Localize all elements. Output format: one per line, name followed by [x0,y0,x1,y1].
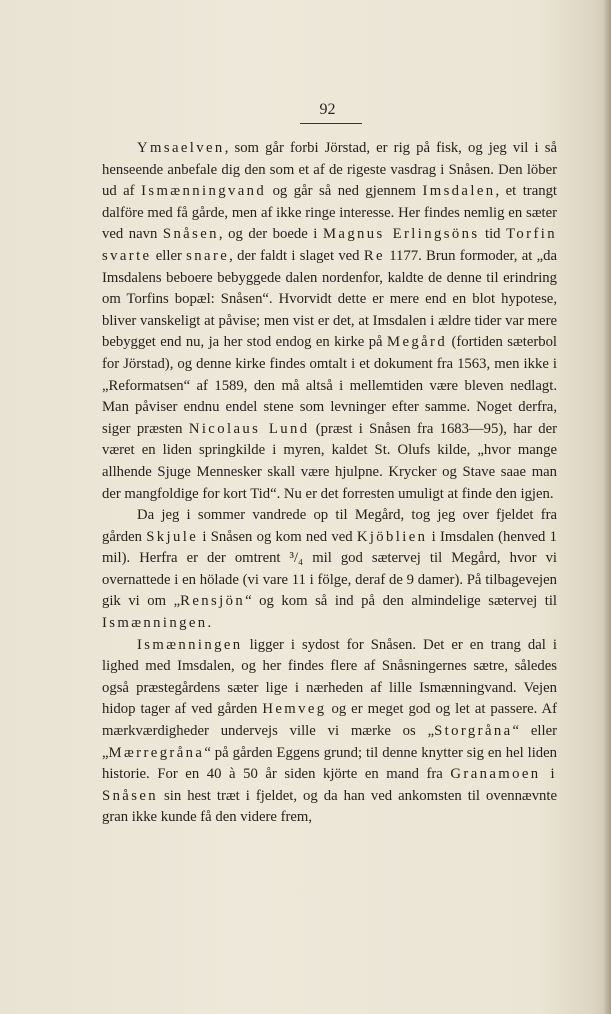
spaced-name: Ismænningen [137,636,243,653]
spaced-name: Ismænningvand [141,183,267,200]
spaced-name: Snåsen [162,226,219,243]
text-run: “ på gården Eggens grund; til denne knytter sig en hel liden historie. For en 40 à 50 år siden kjörte en mand fra [102,744,557,783]
spaced-name: Mærregråna [108,744,205,761]
text-run: tid [479,226,507,243]
spaced-name: Nicolaus Lund [188,420,310,437]
spaced-name: Imsdalen [422,183,496,200]
text-run: Da jeg i sommer vandrede op til Megård, tog jeg over fjeldet fra gården [102,507,557,545]
body-text [102,138,557,829]
spaced-name: Re [363,247,385,264]
spaced-name: Rensjön [180,593,246,610]
paragraph [102,635,557,829]
spaced-name: Ismænningen [102,615,208,632]
text-run: “ og kom så ind på den almindelige sætervej til [245,593,557,610]
spaced-name: Skjule [146,528,199,545]
text-run: 1177. Brun formoder, at „da Imsdalens beboere bebyggede dalen nordenfor, kaldte de denne til erindring om Torfins bopæl: Snåsen“. Hvorvidt dette er mere end en blot hypotese, bliver vanskeligt at påvise; men vist er det, at Imsdalen i ældre tider var mere bebygget end nu, ja her stod endog en kirke på [102,247,558,351]
text-run: , som går forbi Jörstad, er rig på fisk, og jeg vil i så henseende anbefale dig den som et af de rigeste vasdrag i Snåsen. Den löber ud af [102,140,557,200]
page-number: 92 [319,101,336,118]
text-run: i Imsdalen (henved 1 mil). Herfra er der omtrent ³/₄ mil god sætervej til Megård, hvor vi overnattede i en hölade (vi vare 11 i fölge, deraf de 9 damer). På tilbagevejen gik vi om „ [102,528,557,610]
spaced-name: snare [186,247,230,264]
text-run: eller [151,247,187,264]
paragraph [102,505,557,635]
text-run: ligger i sydost for Snåsen. Det er en trang dal i lighed med Imsdalen, og her findes flere af Snåsningernes sætre, således også præstegårdens sæter lige i nærheden af lille Ismænningvand. Vejen hidop tager af ved gården [102,636,557,718]
spaced-name: Hemveg [262,701,327,718]
page-edge-shadow [603,0,611,1014]
spaced-name: Granamoen i Snåsen [102,766,558,804]
spaced-name: Magnus Erlingsöns [322,226,480,243]
text-run: og går så ned gjennem [266,183,423,200]
page-number-rule [300,123,362,124]
text-run: “ eller „ [102,723,557,761]
spaced-name: Torfin svarte [102,226,557,264]
text-run: sin hest træt i fjeldet, og da han ved ankomsten til ovennævnte gran ikke kunde få den videre frem, [102,787,557,826]
text-run: i Snåsen og kom ned ved [198,528,357,545]
text-run: (præst i Snåsen fra 1683—95), har der været en liden springkilde i myren, kaldet St. Olufs kilde, „hvor mange allhende Sjuge Mennesker skall være hjulpne. Krycker og Stave saae man der mangfoldige for kort Tid“. Nu er det forresten umuligt at finde den igjen. [102,420,558,502]
text-run: og er meget god og let at passere. Af mærkværdigheder undervejs ville vi mærke os „ [102,701,557,740]
paragraph [102,138,557,505]
text-run: , der faldt i slaget ved [229,247,364,264]
spaced-name: Storgråna [434,723,513,740]
spaced-name: Ymsaelven [137,140,225,156]
text-run: . [207,615,212,632]
text-run: , et trangt dalföre med få gårde, men af ikke ringe interesse. Her findes nemlig en sæter ved navn [102,183,557,243]
text-run: , og der boede i [218,226,323,243]
spaced-name: Megård [386,334,448,351]
text-run: (fortiden sæterbol for Jörstad), og denne kirke findes omtalt i et dokument fra 1563, men ikke i „Reformatsen“ af 1589, den må altså i mellemtiden være bleven nedlagt. Man påviser endnu endel stene som levninger efter samme. Noget derfra, siger præsten [102,334,558,437]
spaced-name: Kjöblien [356,528,428,545]
